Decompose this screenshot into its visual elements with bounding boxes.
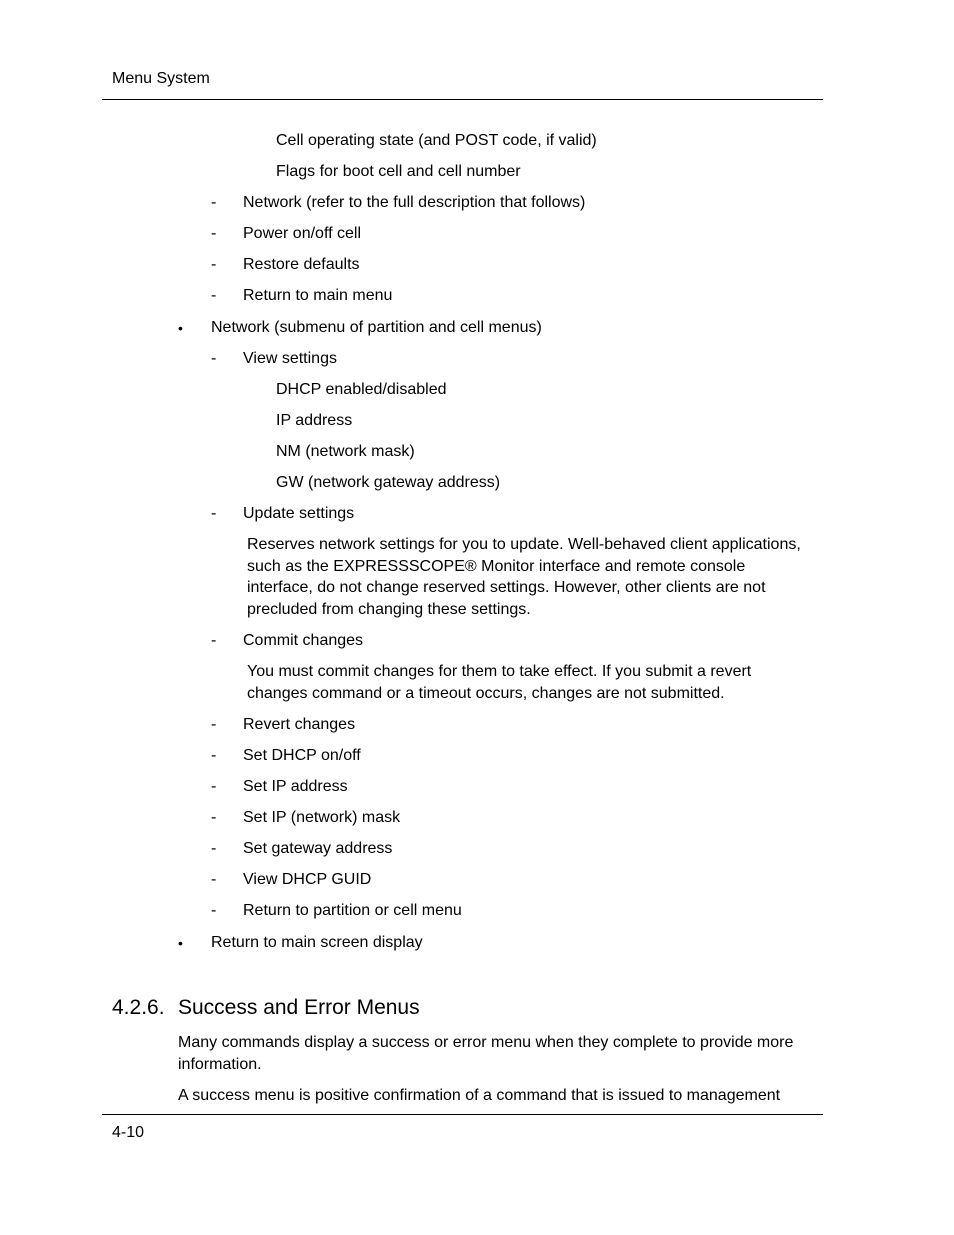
bullet-marker: • xyxy=(178,935,183,951)
dash-marker: - xyxy=(211,350,217,367)
paragraph-line: such as the EXPRESSSCOPE® Monitor interface and remote console xyxy=(247,558,746,575)
dash-marker: - xyxy=(211,194,217,211)
bullet-marker: • xyxy=(178,320,183,336)
list-item: Set gateway address xyxy=(243,840,393,857)
paragraph-line: changes command or a timeout occurs, changes are not submitted. xyxy=(247,685,725,702)
list-item: Return to partition or cell menu xyxy=(243,902,462,919)
paragraph-line: precluded from changing these settings. xyxy=(247,601,531,618)
list-item: Network (submenu of partition and cell menus) xyxy=(211,319,542,336)
section-number: 4.2.6. xyxy=(112,996,165,1019)
paragraph-line: You must commit changes for them to take effect. If you submit a revert xyxy=(247,663,752,680)
page-number: 4-10 xyxy=(112,1124,145,1141)
dash-marker: - xyxy=(211,902,217,919)
list-item: Return to main screen display xyxy=(211,934,423,951)
list-item: Power on/off cell xyxy=(243,225,361,242)
list-item: Cell operating state (and POST code, if valid) xyxy=(276,132,597,149)
dash-marker: - xyxy=(211,225,217,242)
dash-marker: - xyxy=(211,871,217,888)
list-item: Set DHCP on/off xyxy=(243,747,361,764)
dash-marker: - xyxy=(211,840,217,857)
paragraph-line: Reserves network settings for you to update. Well-behaved client applications, xyxy=(247,536,801,553)
section-heading: Success and Error Menus xyxy=(178,996,420,1019)
list-item: Network (refer to the full description that follows) xyxy=(243,194,586,211)
list-item: View DHCP GUID xyxy=(243,871,372,888)
list-item: GW (network gateway address) xyxy=(276,474,501,491)
dash-marker: - xyxy=(211,778,217,795)
paragraph-line: A success menu is positive confirmation of a command that is issued to management xyxy=(178,1087,781,1104)
list-item: NM (network mask) xyxy=(276,443,415,460)
list-item: Set IP (network) mask xyxy=(243,809,401,826)
footer-rule xyxy=(102,1114,823,1115)
dash-marker: - xyxy=(211,809,217,826)
list-item: Commit changes xyxy=(243,632,364,649)
paragraph-line: Many commands display a success or error menu when they complete to provide more xyxy=(178,1034,794,1051)
dash-marker: - xyxy=(211,716,217,733)
dash-marker: - xyxy=(211,287,217,304)
list-item: Update settings xyxy=(243,505,355,522)
list-item: IP address xyxy=(276,412,353,429)
dash-marker: - xyxy=(211,505,217,522)
list-item: Restore defaults xyxy=(243,256,360,273)
list-item: Flags for boot cell and cell number xyxy=(276,163,521,180)
dash-marker: - xyxy=(211,747,217,764)
dash-marker: - xyxy=(211,256,217,273)
paragraph-line: interface, do not change reserved settings. However, other clients are not xyxy=(247,579,766,596)
header-rule xyxy=(102,99,823,100)
list-item: Revert changes xyxy=(243,716,356,733)
list-item: View settings xyxy=(243,350,337,367)
list-item: Set IP address xyxy=(243,778,348,795)
paragraph-line: information. xyxy=(178,1056,262,1073)
list-item: Return to main menu xyxy=(243,287,393,304)
dash-marker: - xyxy=(211,632,217,649)
list-item: DHCP enabled/disabled xyxy=(276,381,447,398)
running-header: Menu System xyxy=(112,70,210,87)
